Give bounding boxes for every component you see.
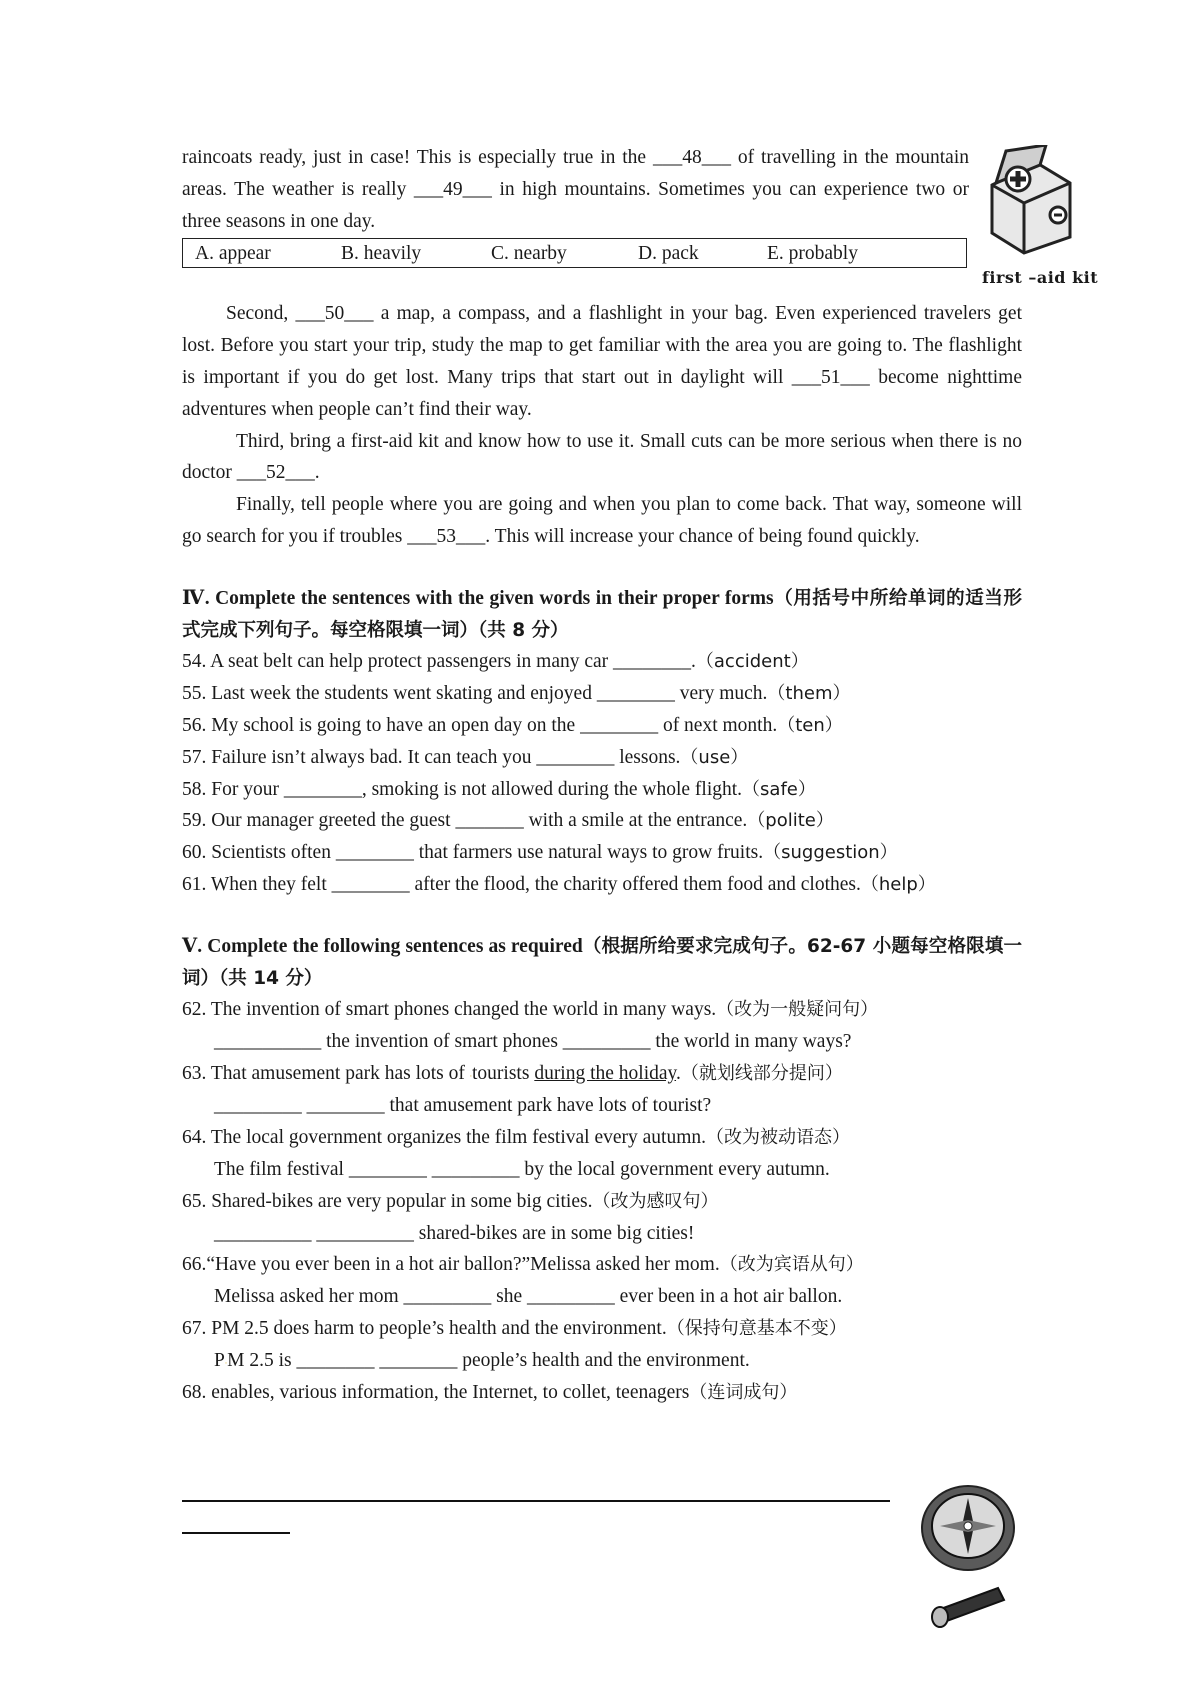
question-64 bbox=[182, 1122, 1022, 1154]
question-hint: （polite） bbox=[747, 810, 834, 832]
question-56 bbox=[182, 710, 1022, 742]
question-hint: （safe） bbox=[742, 778, 816, 800]
question-hint: （use） bbox=[680, 746, 749, 768]
option-b: B. heavily bbox=[341, 242, 422, 264]
answer-line-67 bbox=[182, 1345, 1022, 1377]
question-text: 55. Last week the students went skating and enjoyed ________ very much. bbox=[182, 683, 768, 705]
question-text: 59. Our manager greeted the guest _______ with a smile at the entrance. bbox=[182, 810, 748, 832]
question-63 bbox=[182, 1058, 1022, 1090]
question-54 bbox=[182, 646, 1022, 678]
passage-paragraph-2: Third, bring a first-aid kit and know how to use it. Small cuts can be more serious when there is no doctor ___52___. bbox=[182, 430, 1022, 484]
section-4-title-en: Complete the sentences with the given words in their proper forms bbox=[215, 587, 774, 609]
answer-rule-68-continued bbox=[182, 1532, 290, 1534]
question-65 bbox=[182, 1186, 1022, 1218]
section-4-title-cn: （用括号中所给单词的适当形式完成下列句子。每空格限填一词）（共 8 分） bbox=[182, 587, 1022, 641]
compass-flashlight-image bbox=[918, 1480, 1028, 1630]
passage-paragraph-3: Finally, tell people where you are going and when you plan to come back. That way, someone will go search for you if troubles ___53___. This will increase your chance of being found quickly. bbox=[182, 494, 1022, 547]
question-58 bbox=[182, 774, 1022, 806]
question-text: 57. Failure isn’t always bad. It can teach you ________ lessons. bbox=[182, 746, 681, 768]
question-55 bbox=[182, 678, 1022, 710]
question-67 bbox=[182, 1313, 1022, 1345]
section-5-title-cn: （根据所给要求完成句子。62-67 小题每空格限填一词）（共 14 分） bbox=[182, 935, 1022, 989]
answer-line-64: The film festival ________ _________ by the local government every autumn. bbox=[214, 1158, 830, 1180]
section-4-number: Ⅳ. bbox=[182, 587, 216, 609]
option-c: C. nearby bbox=[491, 242, 567, 264]
answer-line-63: _________ ________ that amusement park have lots of tourist? bbox=[214, 1095, 712, 1117]
stray-mark: . bbox=[469, 1068, 472, 1079]
question-text: 67. PM 2.5 does harm to people’s health and the environment. bbox=[182, 1317, 667, 1339]
question-text: 63. That amusement park has lots of bbox=[182, 1062, 470, 1084]
option-e: E. probably bbox=[767, 242, 858, 264]
question-text: 64. The local government organizes the film festival every autumn. bbox=[182, 1127, 706, 1149]
question-hint: （them） bbox=[767, 683, 851, 705]
question-text: tourists bbox=[472, 1062, 535, 1084]
underlined-phrase: during the holiday bbox=[534, 1062, 677, 1084]
question-text: 56. My school is going to have an open day on the ________ of next month. bbox=[182, 714, 778, 736]
section-5-title-en: Complete the following sentences as required bbox=[207, 935, 583, 957]
answer-rule-68 bbox=[182, 1500, 890, 1502]
question-hint: （就划线部分提问） bbox=[680, 1062, 843, 1084]
question-59 bbox=[182, 805, 1022, 837]
question-text: 62. The invention of smart phones changed the world in many ways. bbox=[182, 999, 717, 1021]
answer-text: P bbox=[214, 1349, 225, 1371]
question-hint: （改为一般疑问句） bbox=[716, 999, 879, 1021]
section-4-heading bbox=[182, 583, 1022, 647]
question-61 bbox=[182, 869, 1022, 901]
question-text: . bbox=[676, 1062, 681, 1084]
answer-text: M 2.5 is ________ ________ people’s health and the environment. bbox=[227, 1349, 750, 1371]
section-5-number: Ⅴ. bbox=[182, 935, 208, 957]
answer-line-65: __________ __________ shared-bikes are in some big cities! bbox=[214, 1222, 695, 1244]
answer-line-62: ___________ the invention of smart phones _________ the world in many ways? bbox=[214, 1031, 852, 1053]
question-text: 60. Scientists often ________ that farmers use natural ways to grow fruits. bbox=[182, 842, 764, 864]
question-62 bbox=[182, 994, 1022, 1026]
question-hint: （保持句意基本不变） bbox=[666, 1317, 847, 1339]
question-text: 61. When they felt ________ after the flood, the charity offered them food and clothes. bbox=[182, 873, 861, 895]
stray-mark: . bbox=[224, 1355, 228, 1366]
question-text: 65. Shared-bikes are very popular in some big cities. bbox=[182, 1190, 593, 1212]
question-hint: （改为被动语态） bbox=[706, 1127, 850, 1149]
option-d: D. pack bbox=[638, 242, 699, 264]
passage-paragraph-0: raincoats ready, just in case! This is especially true in the ___48___ of travelling in the mountain areas. The weather is really ___49___ in high mountains. Sometimes you can experience two or three seasons in one day. bbox=[182, 147, 969, 232]
question-hint: （help） bbox=[860, 873, 936, 895]
question-hint: （accident） bbox=[695, 651, 809, 673]
question-hint: （连词成句） bbox=[689, 1382, 798, 1404]
question-66 bbox=[182, 1249, 1022, 1281]
question-hint: （ten） bbox=[777, 714, 843, 736]
question-60 bbox=[182, 837, 1022, 869]
question-57 bbox=[182, 742, 1022, 774]
question-hint: （改为感叹句） bbox=[592, 1190, 719, 1212]
question-hint: （改为宾语从句） bbox=[719, 1254, 864, 1276]
option-a: A. appear bbox=[195, 242, 271, 264]
question-text: 68. enables, various information, the Internet, to collet, teenagers bbox=[182, 1382, 690, 1404]
first-aid-kit-caption: first –aid kit bbox=[982, 268, 1099, 287]
question-68 bbox=[182, 1377, 1022, 1409]
section-5-heading bbox=[182, 931, 1022, 995]
question-text: 54. A seat belt can help protect passengers in many car ________. bbox=[182, 651, 696, 673]
question-text: 66.“Have you ever been in a hot air ballon?”Melissa asked her mom. bbox=[182, 1254, 720, 1276]
question-text: 58. For your ________, smoking is not allowed during the whole flight. bbox=[182, 778, 743, 800]
word-options-box bbox=[182, 238, 967, 268]
question-hint: （suggestion） bbox=[763, 842, 898, 864]
worksheet-page bbox=[182, 142, 1022, 1409]
answer-line-66: Melissa asked her mom _________ she _________ ever been in a hot air ballon. bbox=[214, 1286, 843, 1308]
passage-paragraph-1: Second, ___50___ a map, a compass, and a flashlight in your bag. Even experienced travelers get lost. Before you start your trip, study the map to get familiar with the area you are going to. The flashlight is important if you do get lost. Many trips that start out in daylight will ___51___ become nighttime adventures when people can’t find their way. bbox=[182, 303, 1022, 420]
